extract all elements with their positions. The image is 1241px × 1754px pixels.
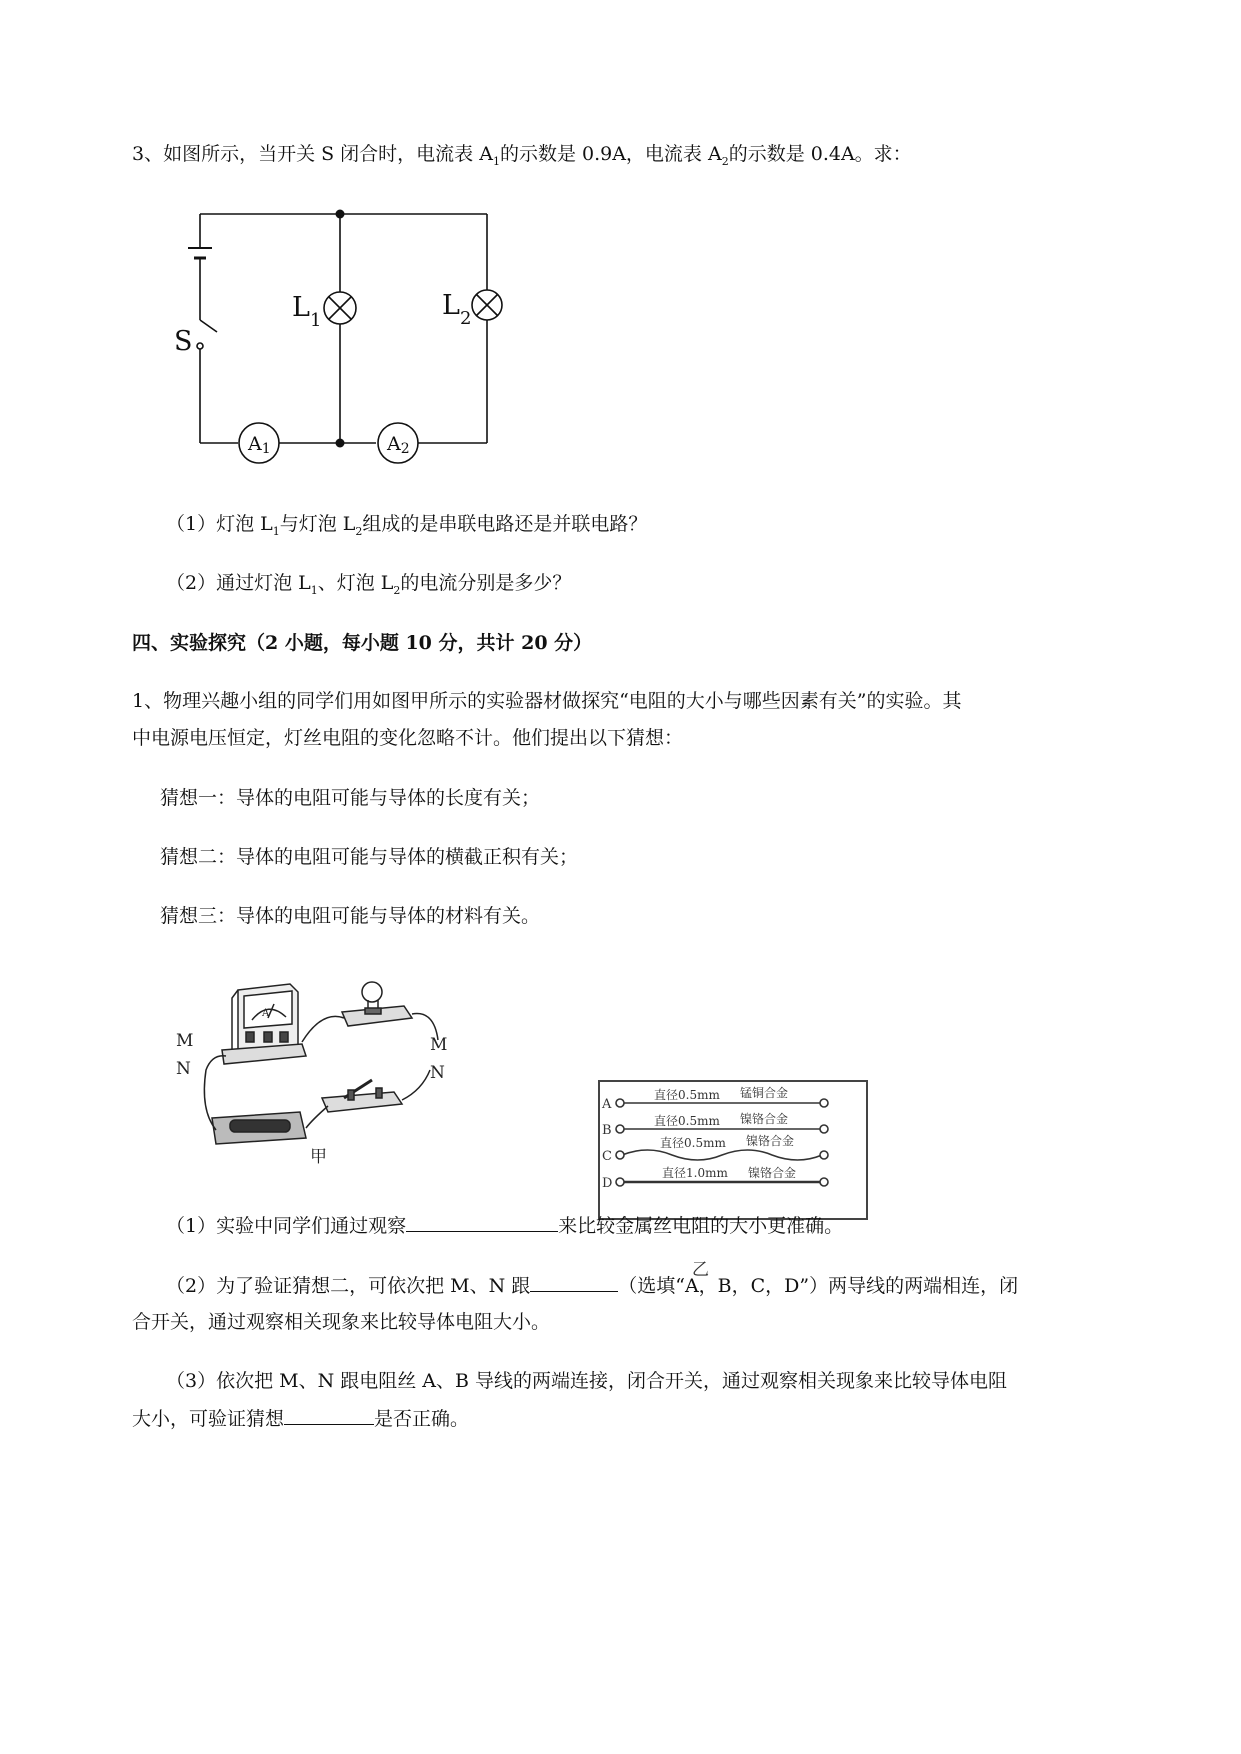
- wire-d-material: 镍铬合金: [748, 1166, 797, 1180]
- circuit-diagram: [170, 200, 530, 480]
- figure-yi-wires: [588, 1065, 878, 1285]
- a1-label: A1: [248, 433, 271, 457]
- wire-a-material: 锰铜合金: [740, 1086, 789, 1100]
- wire-d-id: D: [602, 1176, 613, 1191]
- guess3: 猜想三：导体的电阻可能与导体的材料有关。: [160, 905, 541, 927]
- section-heading: 四、实验探究（2 小题，每小题 10 分，共计 20 分）: [132, 632, 593, 654]
- junction-top: [336, 210, 345, 219]
- exp1-q2-line2: 合开关，通过观察相关现象来比较导体电阻大小。: [132, 1311, 551, 1333]
- svg-text:A: A: [262, 1008, 270, 1019]
- q3-sub1: （1）灯泡 $L_1$与灯泡 $L_2$组成的是串联电路还是并联电路？: [166, 513, 648, 538]
- wire-b-diameter: 直径0.5mm: [654, 1114, 720, 1128]
- wire-a-id: A: [602, 1097, 612, 1112]
- fig-jia-label: 甲: [310, 1147, 327, 1167]
- exp1-line2: 中电源电压恒定，灯丝电阻的变化忽略不计。他们提出以下猜想：: [132, 727, 684, 749]
- exp1-line1: 1、物理兴趣小组的同学们用如图甲所示的实验器材做探究“电阻的大小与哪些因素有关”的实验。其: [132, 690, 962, 712]
- wire-d-diameter: 直径1.0mm: [662, 1166, 728, 1180]
- wire-b-id: B: [602, 1123, 612, 1138]
- m-left: M: [176, 1031, 194, 1051]
- switch-label: S: [174, 326, 193, 357]
- exp1-q2: （2）为了验证猜想二，可依次把 M、N 跟 （选填“A，B，C，D”）两导线的两端相连，闭: [166, 1275, 1019, 1297]
- fig-yi-label: 乙: [692, 1260, 709, 1280]
- answer-blank-3[interactable]: [284, 1406, 374, 1425]
- wire-c-material: 镍铬合金: [746, 1134, 795, 1148]
- l2-label: $L_2$: [442, 290, 472, 329]
- n-right: N: [430, 1063, 445, 1083]
- answer-blank-2[interactable]: [530, 1273, 618, 1292]
- guess1: 猜想一：导体的电阻可能与导体的长度有关；: [160, 787, 541, 809]
- junction-bottom: [336, 439, 345, 448]
- l1-label: $L_1$: [292, 292, 322, 331]
- wire-b-material: 镍铬合金: [740, 1112, 789, 1126]
- figure-jia: [172, 970, 482, 1170]
- exp1-q3-line1: （3）依次把 M、N 跟电阻丝 A、B 导线的两端连接，闭合开关，通过观察相关现象来比较导体电阻: [166, 1370, 1008, 1392]
- q3-intro: 3、如图所示，当开关 S 闭合时，电流表 $A_1$的示数是 0.9A，电流表 $A_2$的示数是 0.4A。求：: [132, 143, 912, 168]
- wire-a-diameter: 直径0.5mm: [654, 1088, 720, 1102]
- answer-blank-1[interactable]: [406, 1213, 558, 1232]
- n-left: N: [176, 1059, 191, 1079]
- exp1-q3-line2: 大小，可验证猜想 是否正确。: [132, 1408, 470, 1430]
- exp1-q1: （1）实验中同学们通过观察 来比较金属丝电阻的大小更准确。: [166, 1215, 844, 1237]
- guess2: 猜想二：导体的电阻可能与导体的横截正积有关；: [160, 846, 579, 868]
- m-right: M: [430, 1035, 448, 1055]
- wire-c-diameter: 直径0.5mm: [660, 1136, 726, 1150]
- wire-c-id: C: [602, 1149, 612, 1164]
- q3-sub2: （2）通过灯泡 $L_1$、灯泡 $L_2$的电流分别是多少？: [166, 572, 572, 597]
- a2-label: A2: [387, 433, 410, 457]
